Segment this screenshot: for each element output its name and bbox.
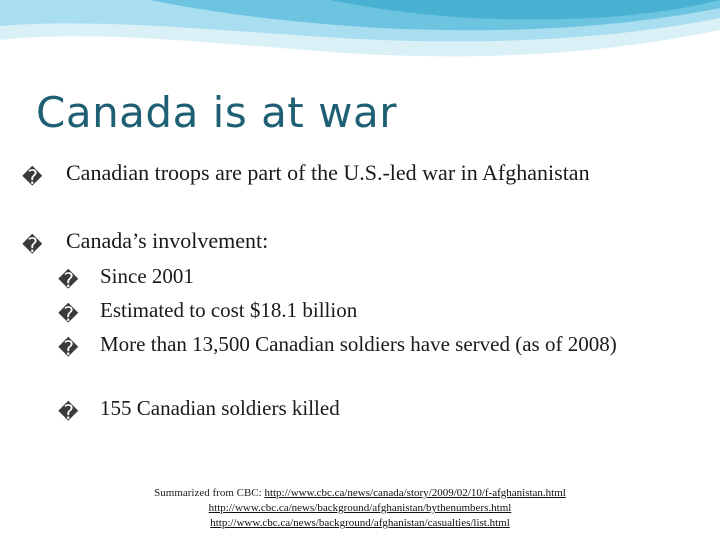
bullet-glyph-icon: � [58,400,79,424]
bullet-glyph-icon: � [22,233,43,257]
bullet-item [22,158,676,189]
sub-bullet-item [58,394,698,424]
bullet-glyph-icon: � [58,268,79,292]
bullet-text: Canada’s involvement: [66,228,269,253]
source-citation [80,486,640,531]
source-link-afghanistan-story[interactable]: http://www.cbc.ca/news/canada/story/2009/02/10/f-afghanistan.html [264,487,566,499]
source-label: Summarized from CBC: [154,487,262,499]
bullet-glyph-icon: � [58,302,79,326]
slide-title: Canada is at war [36,88,397,137]
bullet-item [22,226,676,257]
sub-bullet-text: More than 13,500 Canadian soldiers have served (as of 2008) [100,332,617,356]
sub-bullet-text: Estimated to cost $18.1 billion [100,298,358,322]
source-link-casualties-list[interactable]: http://www.cbc.ca/news/background/afghanistan/casualties/list.html [210,517,510,529]
sub-bullet-item [58,296,698,326]
sub-bullet-item [58,262,698,292]
bullet-glyph-icon: � [22,165,43,189]
sub-bullet-item [58,330,698,360]
sub-bullet-text: Since 2001 [100,264,194,288]
sub-bullet-text: 155 Canadian soldiers killed [100,396,340,420]
bullet-text: Canadian troops are part of the U.S.-led war in Afghanistan [66,160,590,185]
bullet-glyph-icon: � [58,336,79,360]
source-link-by-the-numbers[interactable]: http://www.cbc.ca/news/background/afghanistan/bythenumbers.html [208,502,512,514]
